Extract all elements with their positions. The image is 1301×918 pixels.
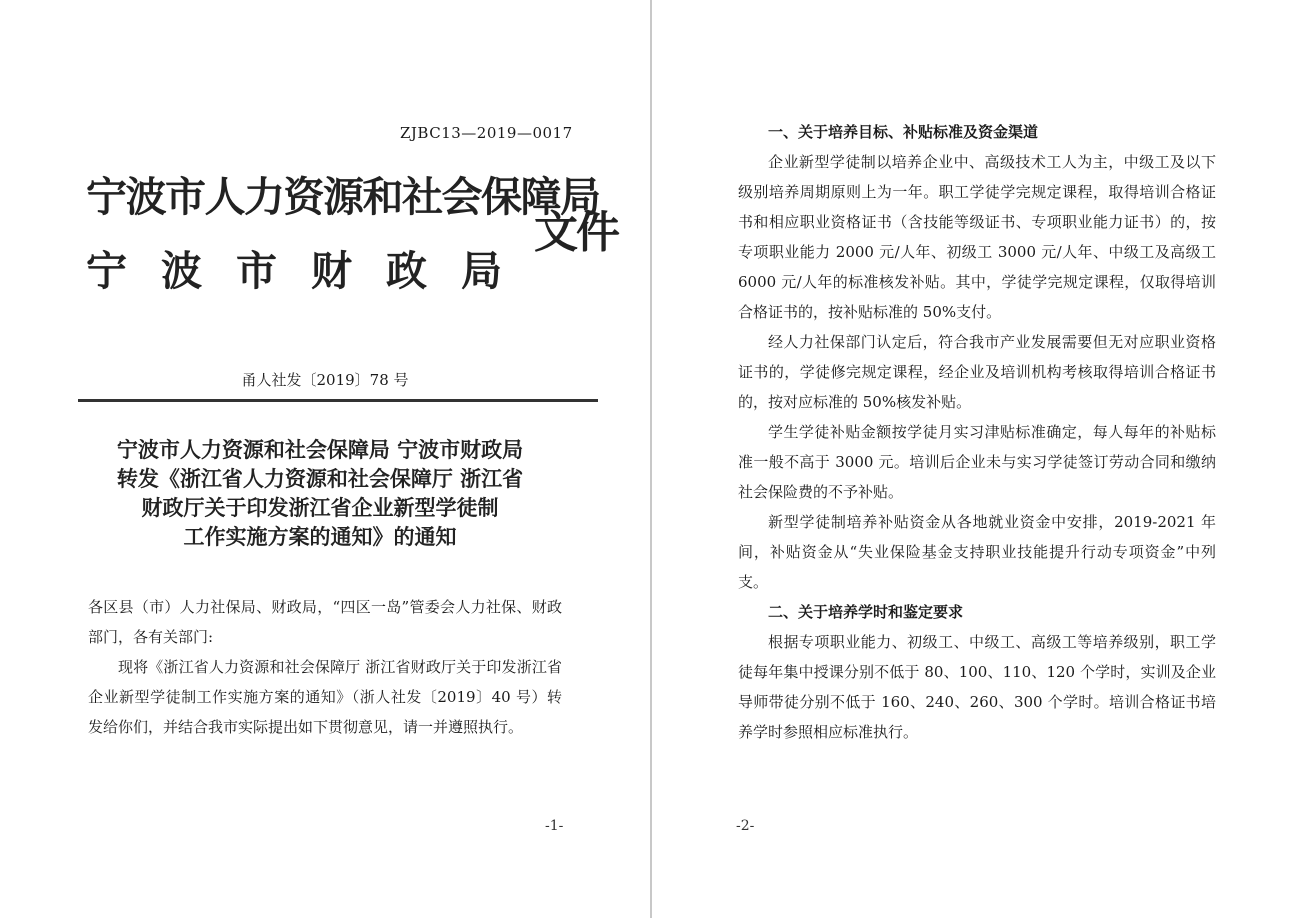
intro-paragraph: 现将《浙江省人力资源和社会保障厅 浙江省财政厅关于印发浙江省企业新型学徒制工作实施方案的通知》（浙人社发〔2019〕40 号）转发给你们，并结合我市实际提出如下贯彻意见，请一并遵照执行。	[88, 658, 562, 736]
notice-title	[60, 436, 580, 552]
body-paragraph: 新型学徒制培养补贴资金从各地就业资金中安排，2019-2021 年间，补贴资金从“失业保险基金支持职业技能提升行动专项资金”中列支。	[738, 513, 1216, 591]
title-line: 工作实施方案的通知》的通知	[183, 525, 457, 549]
title-line: 转发《浙江省人力资源和社会保障厅 浙江省	[116, 467, 524, 491]
body-paragraph: 根据专项职业能力、初级工、中级工、高级工等培养级别，职工学徒每年集中授课分别不低于 80、100、110、120 个学时，实训及企业导师带徒分别不低于 160、240、260、300 个学时。培训合格证书培养学时参照相应标准执行。	[738, 633, 1216, 741]
body-paragraph: 学生学徒补贴金额按学徒月实习津贴标准确定，每人每年的补贴标准一般不高于 3000 元。培训后企业未与实习学徒签订劳动合同和缴纳社会保险费的不予补贴。	[738, 423, 1216, 501]
page-2	[652, 0, 1301, 918]
body-paragraph: 企业新型学徒制以培养企业中、高级技术工人为主，中级工及以下级别培养周期原则上为一年。职工学徒学完规定课程，取得培训合格证书和相应职业资格证书（含技能等级证书、专项职业能力证书）的，按专项职业能力 2000 元/人年、初级工 3000 元/人年、中级工及高级工 6000 元/人年的标准核发补贴。其中，学徒学完规定课程，仅取得培训合格证书的，按补贴标准的 50%支付。	[738, 153, 1216, 321]
issuer-line-1: 宁波市人力资源和社会保障局	[86, 173, 600, 221]
addressee: 各区县（市）人力社保局、财政局，“四区一岛”管委会人力社保、财政部门，各有关部门:	[88, 598, 562, 646]
page-number: -2-	[736, 818, 755, 834]
issuer-suffix: 文件	[534, 207, 618, 258]
page-1	[0, 0, 650, 918]
page-2-body	[738, 117, 1216, 747]
page-number: -1-	[545, 818, 564, 834]
document-number: 甬人社发〔2019〕78 号	[241, 371, 409, 389]
body-paragraph: 经人力社保部门认定后，符合我市产业发展需要但无对应职业资格证书的，学徒修完规定课程，经企业及培训机构考核取得培训合格证书的，按对应标准的 50%核发补贴。	[738, 333, 1216, 411]
section-heading-1: 一、关于培养目标、补贴标准及资金渠道	[768, 123, 1039, 141]
page-1-body	[88, 592, 562, 742]
title-line: 财政厅关于印发浙江省企业新型学徒制	[141, 496, 499, 520]
header-separator-line	[78, 399, 598, 402]
issuer-line-2: 宁波市财政局	[86, 247, 536, 295]
title-line: 宁波市人力资源和社会保障局 宁波市财政局	[116, 438, 524, 462]
section-heading-2: 二、关于培养学时和鉴定要求	[768, 603, 964, 621]
document-code: ZJBC13—2019—0017	[400, 124, 573, 142]
